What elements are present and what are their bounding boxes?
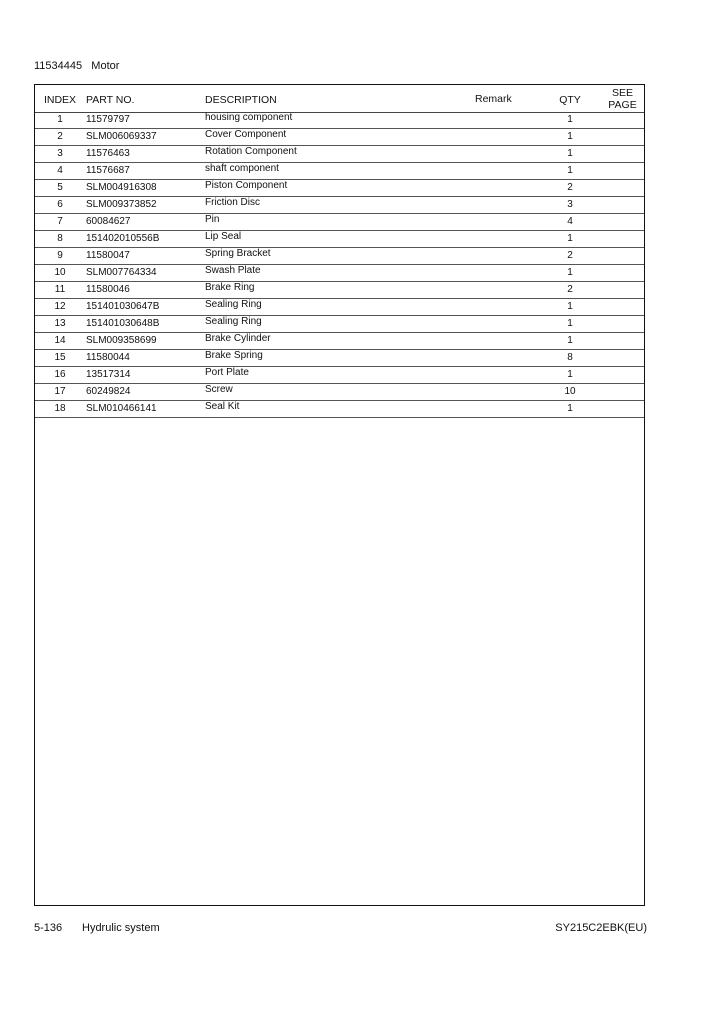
header-see-page: SEE PAGE: [608, 87, 637, 111]
row-index: 18: [54, 403, 66, 414]
row-description: Brake Ring: [205, 282, 255, 293]
row-qty: 1: [567, 267, 573, 278]
table-row: [35, 299, 644, 316]
row-description: housing component: [205, 112, 293, 123]
row-part-no: 151402010556B: [86, 233, 160, 244]
row-description: shaft component: [205, 163, 279, 174]
page-title: [34, 60, 119, 72]
row-index: 8: [57, 233, 63, 244]
row-part-no: 11580044: [86, 352, 130, 363]
row-index: 5: [57, 182, 63, 193]
row-qty: 4: [567, 216, 573, 227]
footer-model: SY215C2EBK(EU): [555, 922, 647, 934]
row-index: 15: [54, 352, 66, 363]
table-row: [35, 282, 644, 299]
row-index: 14: [54, 335, 66, 346]
row-qty: 1: [567, 114, 573, 125]
table-row: [35, 197, 644, 214]
row-qty: 1: [567, 148, 573, 159]
table-row: [35, 333, 644, 350]
row-index: 1: [57, 114, 63, 125]
row-description: Spring Bracket: [205, 248, 271, 259]
row-qty: 10: [564, 386, 576, 397]
row-index: 6: [57, 199, 63, 210]
table-header: [35, 85, 644, 113]
row-part-no: 11576463: [86, 148, 130, 159]
row-qty: 3: [567, 199, 573, 210]
row-description: Sealing Ring: [205, 299, 262, 310]
assembly-part-number: 11534445: [34, 60, 83, 72]
row-description: Brake Spring: [205, 350, 263, 361]
table-row: [35, 248, 644, 265]
row-index: 4: [57, 165, 63, 176]
row-index: 7: [57, 216, 63, 227]
header-part-no: PART NO.: [86, 94, 135, 106]
row-qty: 1: [567, 301, 573, 312]
row-part-no: 13517314: [86, 369, 131, 380]
row-qty: 1: [567, 318, 573, 329]
row-description: Seal Kit: [205, 401, 240, 412]
footer-section: Hydrulic system: [82, 922, 160, 934]
row-qty: 2: [567, 284, 573, 295]
row-index: 2: [57, 131, 63, 142]
row-part-no: SLM010466141: [86, 403, 157, 414]
row-part-no: 151401030647B: [86, 301, 160, 312]
row-qty: 1: [567, 403, 573, 414]
row-part-no: 11580046: [86, 284, 130, 295]
row-part-no: SLM004916308: [86, 182, 157, 193]
table-row: [35, 163, 644, 180]
row-qty: 1: [567, 233, 573, 244]
header-qty: QTY: [559, 94, 581, 106]
row-part-no: 60084627: [86, 216, 131, 227]
row-qty: 2: [567, 250, 573, 261]
row-description: Port Plate: [205, 367, 249, 378]
row-part-no: 151401030648B: [86, 318, 160, 329]
row-description: Rotation Component: [205, 146, 297, 157]
table-body: [35, 112, 644, 418]
table-row: [35, 384, 644, 401]
row-index: 16: [54, 369, 66, 380]
row-description: Pin: [205, 214, 220, 225]
row-part-no: 11579797: [86, 114, 130, 125]
row-description: Swash Plate: [205, 265, 261, 276]
row-description: Sealing Ring: [205, 316, 262, 327]
table-row: [35, 316, 644, 333]
row-index: 13: [54, 318, 66, 329]
header-description: DESCRIPTION: [205, 94, 277, 106]
assembly-name: Motor: [91, 60, 120, 72]
row-part-no: SLM007764334: [86, 267, 157, 278]
row-qty: 2: [567, 182, 573, 193]
row-part-no: SLM009373852: [86, 199, 157, 210]
parts-table: [34, 84, 645, 906]
row-description: Brake Cylinder: [205, 333, 271, 344]
footer-page-number: 5-136: [34, 922, 63, 934]
header-remark: Remark: [475, 93, 512, 105]
table-row: [35, 367, 644, 384]
row-description: Lip Seal: [205, 231, 242, 242]
row-description: Friction Disc: [205, 197, 261, 208]
row-part-no: 11576687: [86, 165, 130, 176]
row-qty: 1: [567, 165, 573, 176]
table-row: [35, 146, 644, 163]
table-row: [35, 231, 644, 248]
row-index: 11: [54, 284, 66, 295]
row-qty: 1: [567, 369, 573, 380]
row-part-no: SLM006069337: [86, 131, 157, 142]
table-row: [35, 265, 644, 282]
header-index: INDEX: [43, 94, 77, 106]
row-part-no: 11580047: [86, 250, 130, 261]
row-part-no: SLM009358699: [86, 335, 157, 346]
table-row: [35, 180, 644, 197]
row-part-no: 60249824: [86, 386, 131, 397]
table-row: [35, 214, 644, 231]
row-qty: 1: [567, 335, 573, 346]
table-row: [35, 401, 644, 418]
row-description: Screw: [205, 384, 233, 395]
row-qty: 1: [567, 131, 573, 142]
row-index: 17: [54, 386, 66, 397]
table-row: [35, 350, 644, 367]
row-index: 12: [54, 301, 66, 312]
table-row: [35, 112, 644, 129]
row-qty: 8: [567, 352, 573, 363]
row-description: Piston Component: [205, 180, 288, 191]
row-description: Cover Component: [205, 129, 287, 140]
row-index: 10: [54, 267, 66, 278]
row-index: 9: [57, 250, 63, 261]
row-index: 3: [57, 148, 63, 159]
table-row: [35, 129, 644, 146]
